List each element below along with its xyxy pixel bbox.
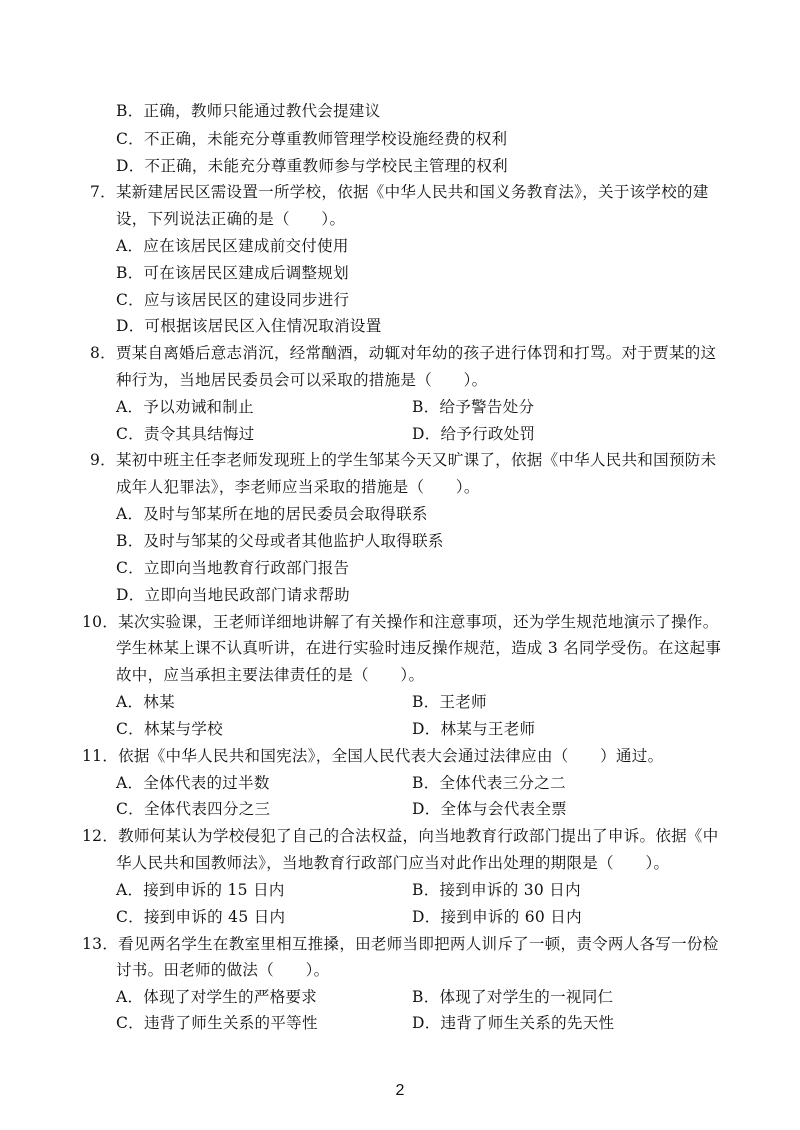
- q12-option-b: B．接到申诉的 30 日内: [412, 881, 581, 899]
- q12-option-c: C．接到申诉的 45 日内: [116, 908, 286, 926]
- q13-option-d: D．违背了师生关系的先天性: [412, 1014, 615, 1032]
- q7-stem-line2: 设，下列说法正确的是（ ）。: [116, 210, 346, 228]
- q10-stem-line2: 学生林某上课不认真听讲，在进行实验时违反操作规范，造成 3 名同学受伤。在这起事: [116, 639, 722, 657]
- q12-stem-line2: 华人民共和国教师法》，当地教育行政部门应当对此作出处理的期限是（ ）。: [116, 854, 670, 872]
- q12-options-row2: [116, 906, 756, 928]
- q8-option-c: C．责令其具结悔过: [116, 425, 255, 443]
- q8-stem-line2: 种行为，当地居民委员会可以采取的措施是（ ）。: [116, 371, 488, 389]
- q13-option-a: A．体现了对学生的严格要求: [116, 988, 318, 1006]
- page-number: 2: [395, 1082, 405, 1099]
- q6-option-b: B．正确，教师只能通过教代会提建议: [116, 102, 381, 120]
- q11-options-row2: [116, 798, 756, 820]
- q9-option-a: A．及时与邹某所在地的居民委员会取得联系: [116, 505, 428, 523]
- q9-option-d: D．立即向当地民政部门请求帮助: [116, 586, 350, 604]
- q13-stem-line1: 13．看见两名学生在教室里相互推搡，田老师当即把两人训斥了一顿，责令两人各写一份检: [82, 935, 719, 953]
- q8-options-row1: [116, 396, 756, 418]
- q9-option-b: B．及时与邹某的父母或者其他监护人取得联系: [116, 532, 444, 550]
- q7-stem-line1: 7．某新建居民区需设置一所学校，依据《中华人民共和国义务教育法》，关于该学校的建: [90, 183, 709, 201]
- q7-option-d: D．可根据该居民区入住情况取消设置: [116, 317, 382, 335]
- q11-option-c: C．全体代表四分之三: [116, 800, 271, 818]
- q11-stem-line1: 11．依据《中华人民共和国宪法》，全国人民代表大会通过法律应由（ ）通过。: [82, 747, 664, 765]
- q8-stem-line1: 8．贾某自离婚后意志消沉，经常酗酒，动辄对年幼的孩子进行体罚和打骂。对于贾某的这: [90, 344, 717, 362]
- q13-option-b: B．体现了对学生的一视同仁: [412, 988, 614, 1006]
- q11-option-b: B．全体代表三分之二: [412, 774, 566, 792]
- q8-option-b: B．给予警告处分: [412, 398, 535, 416]
- q10-option-d: D．林某与王老师: [412, 720, 536, 738]
- q10-stem-line1: 10．某次实验课，王老师详细地讲解了有关操作和注意事项，还为学生规范地演示了操作。: [82, 613, 719, 631]
- q10-stem-line3: 故中，应当承担主要法律责任的是（ ）。: [116, 666, 425, 684]
- q7-option-b: B．可在该居民区建成后调整规划: [116, 264, 349, 282]
- q11-option-d: D．全体与会代表全票: [412, 800, 567, 818]
- q7-option-a: A．应在该居民区建成前交付使用: [116, 237, 349, 255]
- q10-option-b: B．王老师: [412, 693, 487, 711]
- q8-options-row2: [116, 423, 756, 445]
- q8-option-d: D．给予行政处罚: [412, 425, 536, 443]
- q10-option-a: A．林某: [116, 693, 175, 711]
- q12-stem-line1: 12．教师何某认为学校侵犯了自己的合法权益，向当地教育行政部门提出了申诉。依据《中: [82, 827, 719, 845]
- q13-options-row2: [116, 1012, 756, 1034]
- q9-stem-line2: 成年人犯罪法》，李老师应当采取的措施是（ ）。: [116, 478, 480, 496]
- q11-option-a: A．全体代表的过半数: [116, 774, 270, 792]
- q6-option-d: D．不正确，未能充分尊重教师参与学校民主管理的权利: [116, 157, 508, 175]
- q12-option-a: A．接到申诉的 15 日内: [116, 881, 285, 899]
- q13-options-row1: [116, 986, 756, 1008]
- q9-stem-line1: 9．某初中班主任李老师发现班上的学生邹某今天又旷课了，依据《中华人民共和国预防未: [90, 451, 717, 469]
- q12-options-row1: [116, 879, 756, 901]
- q10-options-row2: [116, 718, 756, 740]
- q11-options-row1: [116, 772, 756, 794]
- q12-option-d: D．接到申诉的 60 日内: [412, 908, 582, 926]
- q13-option-c: C．违背了师生关系的平等性: [116, 1014, 318, 1032]
- q10-options-row1: [116, 691, 756, 713]
- q8-option-a: A．予以劝诫和制止: [116, 398, 254, 416]
- q6-option-c: C．不正确，未能充分尊重教师管理学校设施经费的权利: [116, 130, 508, 148]
- q13-stem-line2: 讨书。田老师的做法（ ）。: [116, 961, 330, 979]
- q10-option-c: C．林某与学校: [116, 720, 223, 738]
- q9-option-c: C．立即向当地教育行政部门报告: [116, 559, 350, 577]
- q7-option-c: C．应与该居民区的建设同步进行: [116, 291, 350, 309]
